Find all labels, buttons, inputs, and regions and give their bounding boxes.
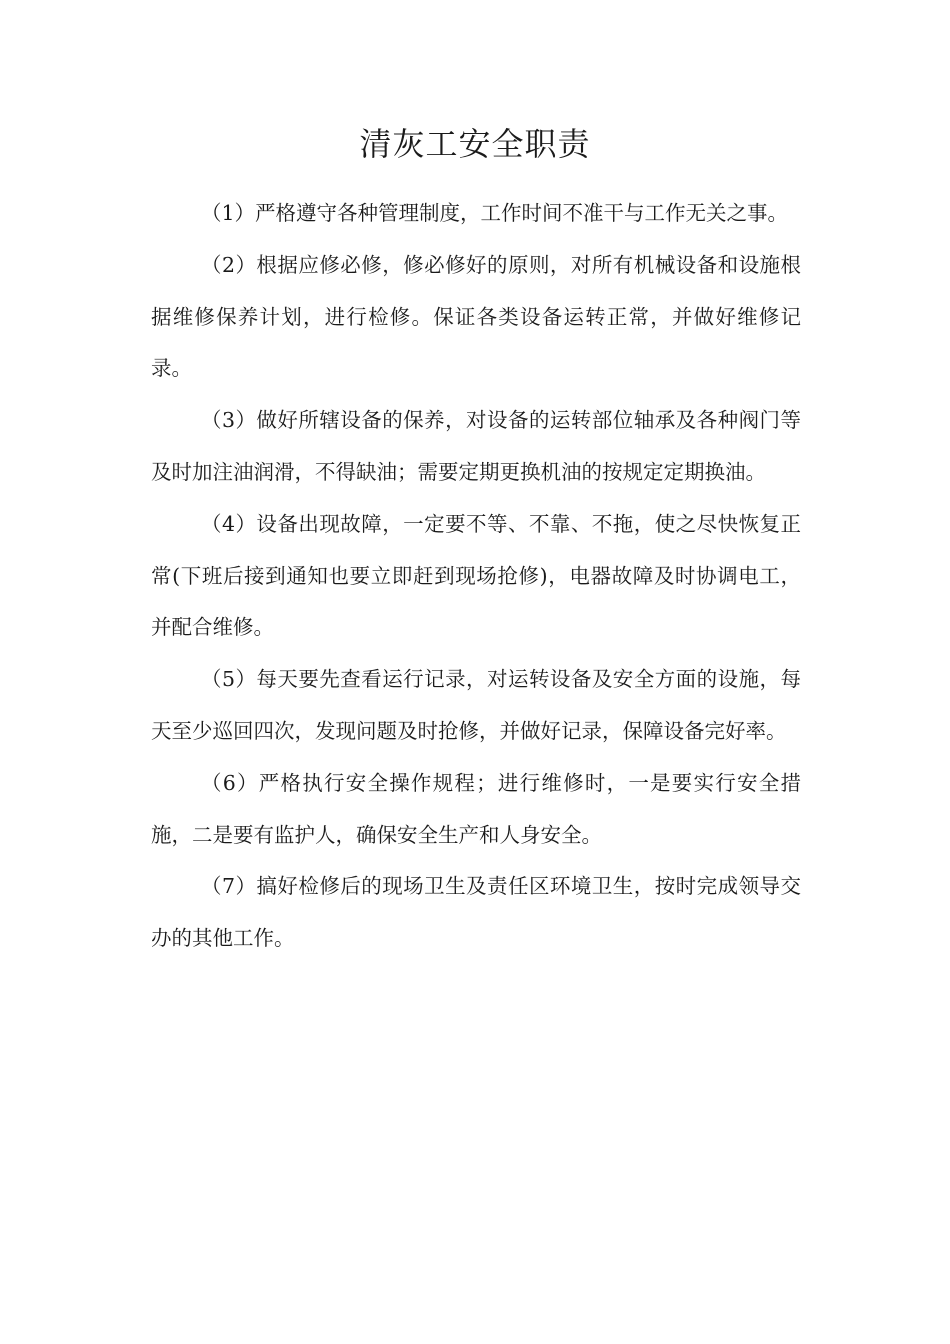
paragraph-7: （7）搞好检修后的现场卫生及责任区环境卫生，按时完成领导交办的其他工作。 <box>151 874 801 951</box>
paragraph-6: （6）严格执行安全操作规程；进行维修时，一是要实行安全措施，二是要有监护人，确保安全生产和人身安全。 <box>151 770 801 847</box>
paragraph-5: （5）每天要先查看运行记录，对运转设备及安全方面的设施，每天至少巡回四次，发现问题及时抢修，并做好记录，保障设备完好率。 <box>151 667 801 743</box>
document-body <box>151 188 801 965</box>
paragraph-3: （3）做好所辖设备的保养，对设备的运转部位轴承及各种阀门等及时加注油润滑，不得缺油；需要定期更换机油的按规定定期换油。 <box>151 408 801 484</box>
paragraph-4: （4）设备出现故障，一定要不等、不靠、不拖，使之尽快恢复正常(下班后接到通知也要立即赶到现场抢修)，电器故障及时协调电工，并配合维修。 <box>151 511 801 640</box>
paragraph-2: （2）根据应修必修，修必修好的原则，对所有机械设备和设施根据维修保养计划，进行检修。保证各类设备运转正常，并做好维修记录。 <box>151 252 801 381</box>
document-title: 清灰工安全职责 <box>359 125 591 163</box>
paragraph-1: （1）严格遵守各种管理制度，工作时间不准干与工作无关之事。 <box>201 201 789 225</box>
